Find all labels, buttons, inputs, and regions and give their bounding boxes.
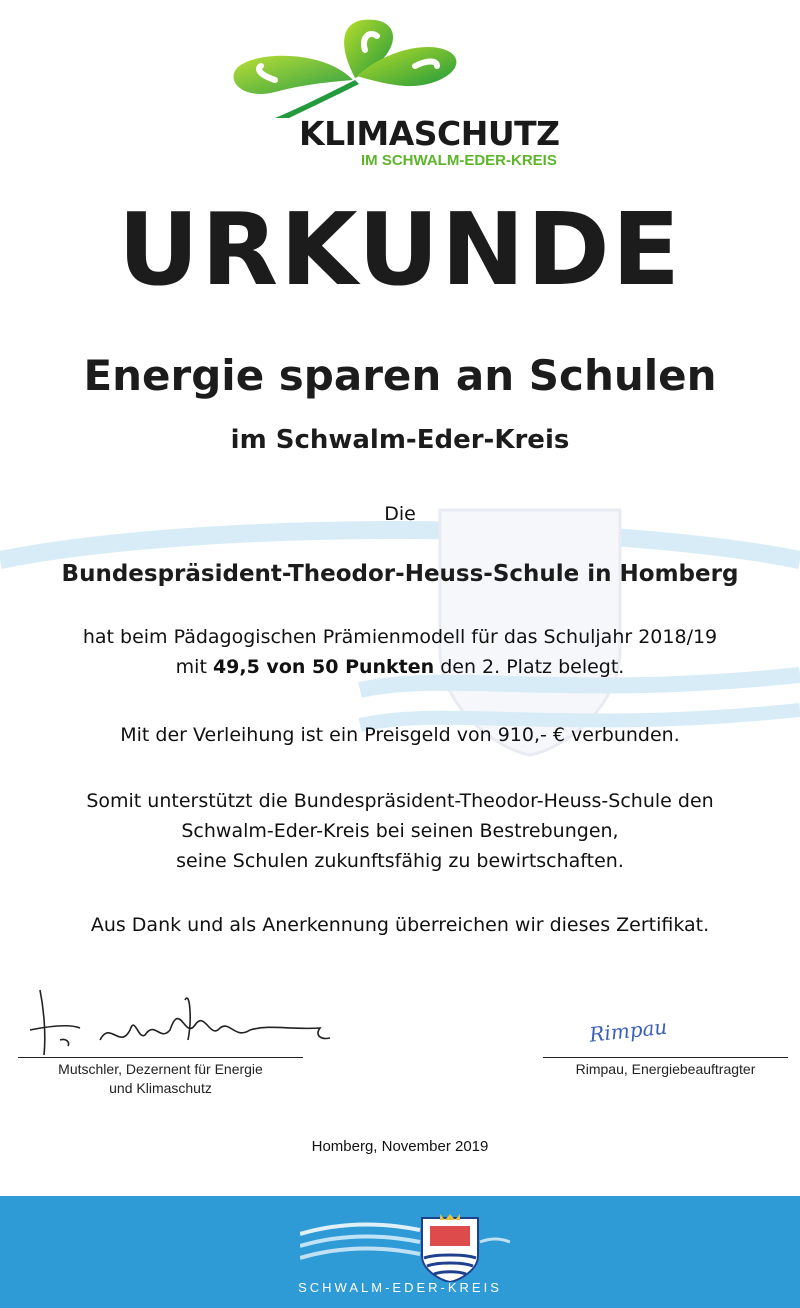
award-line-2-suffix: den 2. Platz belegt.	[434, 656, 625, 678]
place-date: Homberg, November 2019	[311, 1138, 489, 1155]
thanks-text: Aus Dank und als Anerkennung überreichen wir dieses Zertifikat.	[90, 914, 710, 936]
signature-rimpau: Rimpau	[588, 1014, 669, 1047]
support-paragraph	[0, 786, 800, 876]
certificate-subtitle: Energie sparen an Schulen	[83, 351, 717, 400]
signatory-2-caption-line-1: Rimpau, Energiebeauftragter	[575, 1061, 756, 1077]
schwalm-eder-kreis-logo	[300, 1212, 510, 1282]
prize-text: Mit der Verleihung ist ein Preisgeld von 910,- € verbunden.	[120, 724, 680, 746]
klimaschutz-logo	[215, 10, 595, 180]
intro-text: Die	[384, 503, 416, 525]
award-paragraph	[0, 622, 800, 682]
signatory-1-caption	[18, 1060, 303, 1098]
signature-line-1	[18, 1057, 303, 1058]
certificate-region: im Schwalm-Eder-Kreis	[230, 425, 570, 455]
award-line-2-prefix: mit	[175, 656, 213, 678]
certificate-heading: URKUNDE	[117, 191, 683, 308]
award-line-2	[0, 652, 800, 682]
signatory-2-caption	[543, 1060, 788, 1079]
logo-title: KLIMASCHUTZ	[299, 114, 560, 153]
support-line-3: seine Schulen zukunftsfähig zu bewirtschaften.	[176, 850, 624, 872]
support-line-1: Somit unterstützt die Bundespräsident-Theodor-Heuss-Schule den	[86, 790, 714, 812]
award-line-1: hat beim Pädagogischen Prämienmodell für das Schuljahr 2018/19	[82, 626, 718, 648]
footer-text: SCHWALM-EDER-KREIS	[298, 1280, 502, 1295]
signatory-1-caption-line-1: Mutschler, Dezernent für Energie	[58, 1061, 263, 1077]
school-name: Bundespräsident-Theodor-Heuss-Schule in Homberg	[61, 561, 739, 587]
signature-mutschler	[20, 980, 340, 1060]
logo-subtitle: IM SCHWALM-EDER-KREIS	[361, 152, 557, 169]
signatory-1-caption-line-2: und Klimaschutz	[109, 1080, 212, 1096]
clover-leaf-icon	[215, 10, 595, 120]
support-line-2: Schwalm-Eder-Kreis bei seinen Bestrebungen,	[181, 820, 619, 842]
signature-line-2	[543, 1057, 788, 1058]
award-points: 49,5 von 50 Punkten	[212, 656, 435, 678]
footer-band	[0, 1196, 800, 1308]
